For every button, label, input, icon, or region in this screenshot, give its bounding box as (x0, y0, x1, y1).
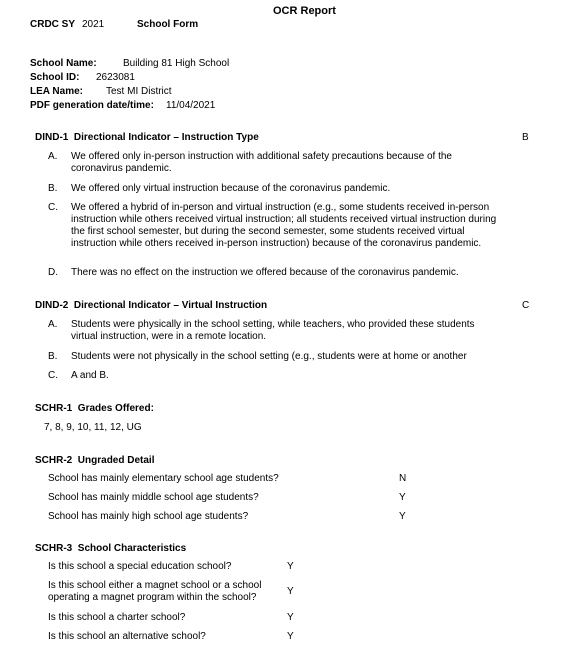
schr2-question: School has mainly middle school age students? (48, 492, 259, 503)
form-name: School Form (137, 19, 199, 30)
lea-name-label: LEA Name: (30, 86, 83, 97)
schr3-question: Is this school a special education school? (48, 561, 232, 572)
dind1-title: Directional Indicator – Instruction Type (73, 132, 259, 143)
schr3-header (35, 543, 186, 554)
option-text: A and B. (71, 370, 109, 381)
schr3-answer: Y (287, 586, 294, 597)
dind2-title: Directional Indicator – Virtual Instruction (73, 300, 268, 311)
option-letter: B. (48, 183, 58, 194)
option-text: We offered a hybrid of in-person and virtual instruction (e.g., some students received in-person instruction while others received virtual instruction; all students received virtual instruction during the first school semester, but during the second semester, some students received virtual instruction while others received in-person instruction) because of the coronavirus pandemic. (71, 202, 497, 249)
schr2-code: SCHR-2 (35, 455, 73, 466)
school-name-value: Building 81 High School (123, 58, 230, 69)
crdc-year: 2021 (82, 19, 105, 30)
dind1-answer: B (522, 132, 529, 143)
school-id-value: 2623081 (96, 72, 135, 83)
dind1-header (35, 132, 259, 143)
schr1-title: Grades Offered: (77, 403, 154, 414)
option-letter: B. (48, 351, 58, 362)
schr2-question: School has mainly elementary school age students? (48, 473, 279, 484)
crdc-label: CRDC SY (30, 19, 76, 30)
school-name-label: School Name: (30, 58, 97, 69)
option-text: Students were not physically in the school setting (e.g., students were at home or another (71, 351, 467, 362)
option-letter: A. (48, 151, 58, 162)
schr3-question: Is this school a charter school? (48, 612, 186, 623)
pdf-date-label: PDF generation date/time: (30, 100, 154, 111)
schr2-answer: Y (399, 511, 406, 522)
option-text: There was no effect on the instruction we offered because of the coronavirus pandemic. (71, 267, 459, 278)
schr3-answer: Y (287, 561, 294, 572)
schr2-title: Ungraded Detail (77, 455, 155, 466)
dind2-answer: C (522, 300, 530, 311)
option-letter: C. (48, 370, 58, 381)
schr3-question: Is this school either a magnet school or a school operating a magnet program within the school? (48, 580, 262, 603)
dind2-header (35, 300, 267, 311)
schr3-answer: Y (287, 631, 294, 642)
grades-offered-value: 7, 8, 9, 10, 11, 12, UG (44, 422, 142, 433)
option-text: Students were physically in the school setting, while teachers, who provided these students virtual instruction, were in a remote location. (71, 319, 475, 342)
schr3-code: SCHR-3 (35, 543, 73, 554)
option-letter: C. (48, 202, 58, 213)
schr3-title: School Characteristics (77, 543, 187, 554)
schr1-code: SCHR-1 (35, 403, 73, 414)
option-letter: A. (48, 319, 58, 330)
schr1-header (35, 403, 154, 414)
pdf-date-value: 11/04/2021 (166, 100, 216, 111)
option-text: We offered only virtual instruction because of the coronavirus pandemic. (71, 183, 391, 194)
schr2-question: School has mainly high school age students? (48, 511, 249, 522)
option-letter: D. (48, 267, 58, 278)
schr2-answer: Y (399, 492, 406, 503)
schr2-header (35, 455, 154, 466)
option-text: We offered only in-person instruction with additional safety precautions because of the coronavirus pandemic. (71, 151, 452, 174)
dind2-code: DIND-2 (35, 300, 69, 311)
schr3-question: Is this school an alternative school? (48, 631, 206, 642)
school-id-label: School ID: (30, 72, 80, 83)
schr2-answer: N (399, 473, 407, 484)
dind1-code: DIND-1 (35, 132, 69, 143)
schr3-answer: Y (287, 612, 294, 623)
lea-name-value: Test MI District (106, 86, 172, 97)
report-title: OCR Report (273, 5, 336, 17)
